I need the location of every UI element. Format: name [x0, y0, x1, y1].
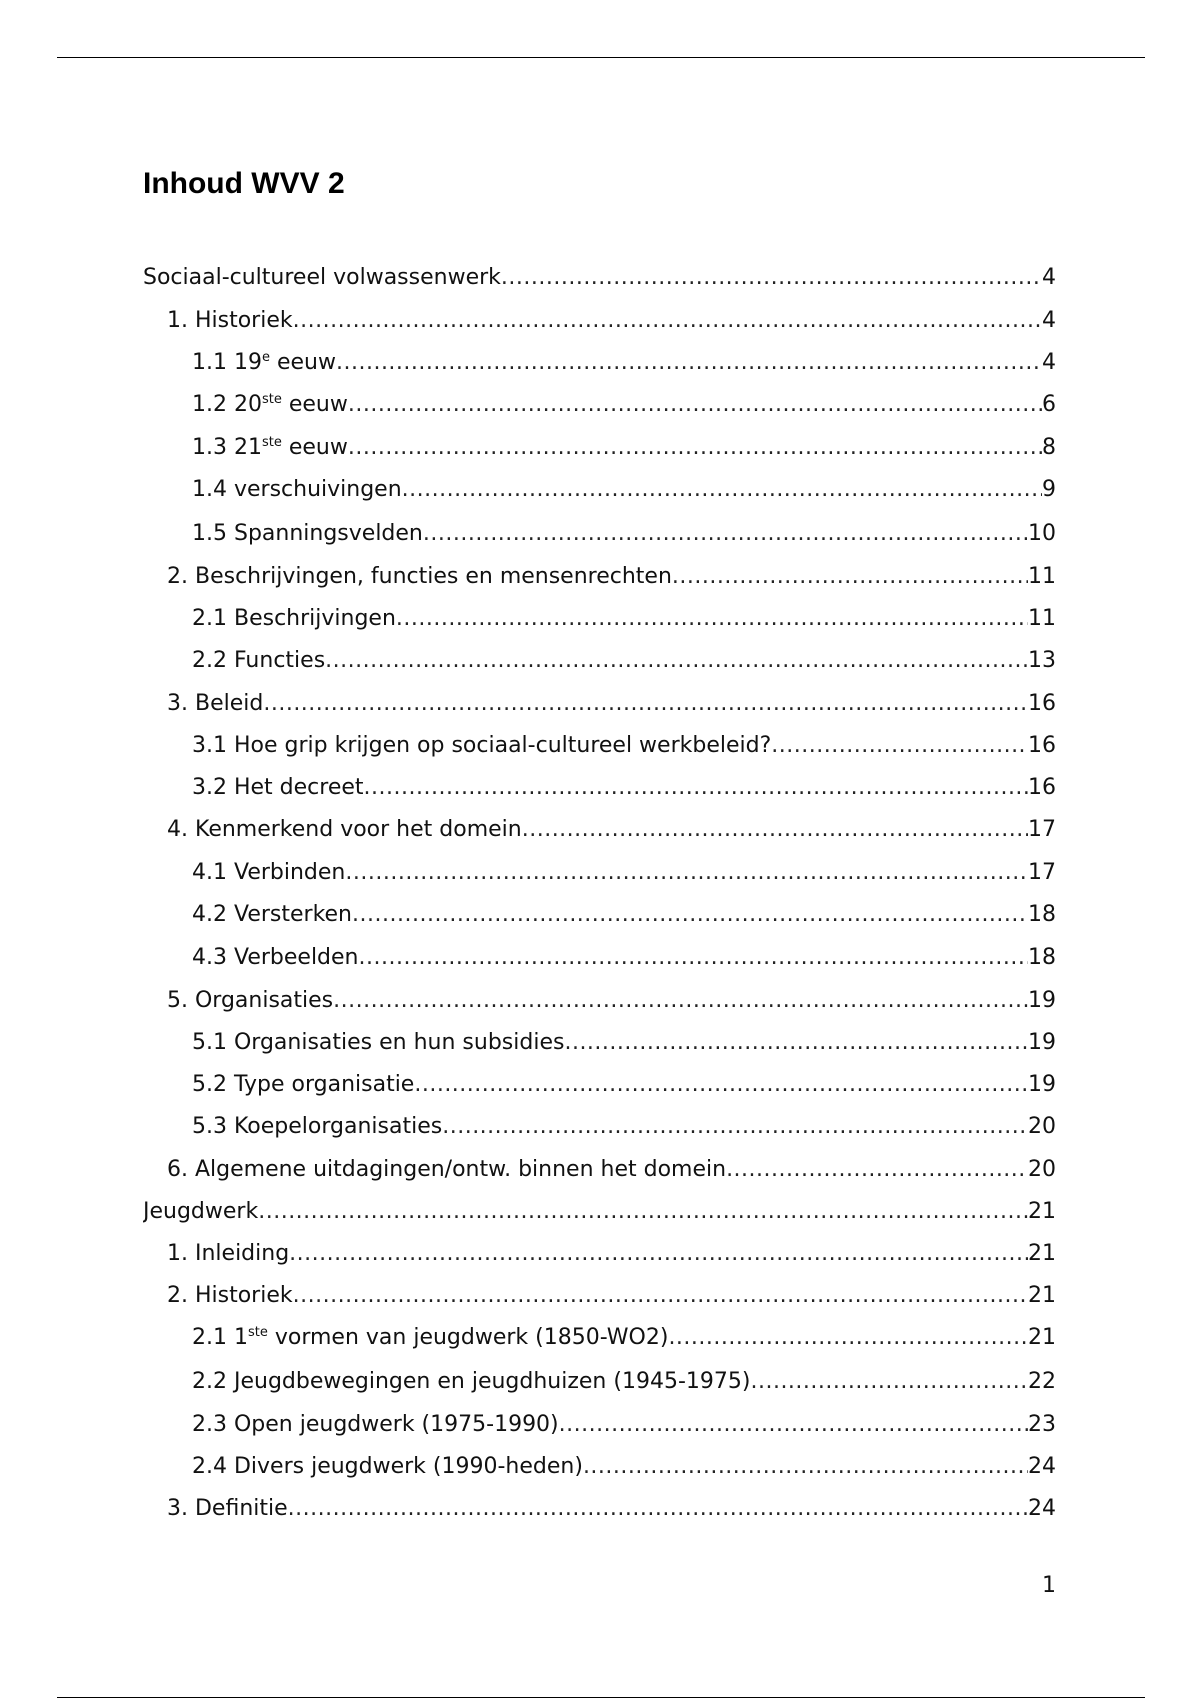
toc-entry-page: 16	[1028, 775, 1056, 800]
toc-entry-page: 20	[1028, 1114, 1056, 1139]
toc-dot-leader	[289, 1239, 1028, 1269]
toc-entry-superscript: ste	[261, 435, 282, 450]
toc-entry-page: 21	[1028, 1283, 1056, 1308]
toc-dot-leader	[668, 1323, 1028, 1353]
page-number: 1	[1042, 1573, 1056, 1598]
header-rule	[57, 57, 1145, 58]
toc-entry[interactable]	[167, 815, 1056, 845]
toc-entry-page: 4	[1042, 308, 1056, 333]
toc-entry-page: 19	[1028, 1030, 1056, 1055]
toc-entry[interactable]	[167, 689, 1056, 719]
toc-entry-label	[192, 1323, 668, 1353]
toc-entry-label-prefix: 2.1 1	[192, 1325, 248, 1350]
toc-entry[interactable]	[192, 348, 1056, 378]
toc-entry-page: 13	[1028, 648, 1056, 673]
toc-entry-label-suffix: eeuw	[281, 435, 348, 460]
toc-entry-label: 4.3 Verbeelden	[192, 945, 359, 970]
toc-entry-label	[192, 348, 336, 378]
toc-entry-page: 6	[1042, 392, 1056, 417]
toc-dot-leader	[442, 1112, 1028, 1142]
toc-dot-leader	[583, 1452, 1028, 1482]
toc-entry-page: 11	[1028, 564, 1056, 589]
toc-entry[interactable]	[143, 263, 1056, 293]
toc-entry-page: 20	[1028, 1157, 1056, 1182]
toc-entry-page: 19	[1028, 1072, 1056, 1097]
footer-rule	[57, 1697, 1145, 1698]
toc-entry-label: 2.1 Beschrijvingen	[192, 606, 396, 631]
toc-dot-leader	[726, 1155, 1028, 1185]
toc-entry-page: 23	[1028, 1412, 1056, 1437]
toc-entry-page: 19	[1028, 988, 1056, 1013]
toc-dot-leader	[564, 1028, 1028, 1058]
toc-dot-leader	[414, 1070, 1028, 1100]
toc-entry-label: 3. Definitie	[167, 1496, 288, 1521]
toc-entry[interactable]	[167, 1239, 1056, 1269]
toc-entry[interactable]	[167, 986, 1056, 1016]
toc-entry-label: 2.2 Functies	[192, 648, 326, 673]
toc-entry-page: 16	[1028, 733, 1056, 758]
toc-entry-page: 17	[1028, 817, 1056, 842]
toc-entry-page: 24	[1028, 1496, 1056, 1521]
toc-entry-superscript: e	[261, 350, 270, 365]
toc-entry[interactable]	[192, 1367, 1056, 1397]
toc-entry-page: 18	[1028, 945, 1056, 970]
toc-entry[interactable]	[192, 646, 1056, 676]
toc-entry[interactable]	[167, 1155, 1056, 1185]
document-title: Inhoud WVV 2	[143, 167, 345, 200]
toc-entry-label: 2. Historiek	[167, 1283, 293, 1308]
toc-dot-leader	[402, 475, 1042, 505]
toc-entry-label: 3.2 Het decreet	[192, 775, 364, 800]
toc-entry-page: 9	[1042, 477, 1056, 502]
toc-entry-label-prefix: 1.1 19	[192, 350, 262, 375]
toc-entry[interactable]	[192, 1028, 1056, 1058]
toc-entry-label: 3.1 Hoe grip krijgen op sociaal-cultureel werkbeleid?	[192, 733, 772, 758]
toc-entry-label: 5.2 Type organisatie	[192, 1072, 415, 1097]
toc-dot-leader	[672, 562, 1028, 592]
toc-dot-leader	[348, 433, 1042, 463]
toc-dot-leader	[348, 390, 1042, 420]
toc-entry-label: 1.4 verschuivingen	[192, 477, 402, 502]
toc-entry[interactable]	[192, 731, 1056, 761]
toc-entry-label: Jeugdwerk	[143, 1199, 259, 1224]
toc-dot-leader	[345, 858, 1028, 888]
toc-entry[interactable]	[192, 519, 1056, 549]
toc-entry-label	[192, 433, 348, 463]
toc-entry-label-prefix: 1.3 21	[192, 435, 262, 460]
toc-dot-leader	[396, 604, 1028, 634]
toc-entry[interactable]	[167, 562, 1056, 592]
toc-entry-page: 16	[1028, 691, 1056, 716]
toc-entry-page: 11	[1028, 606, 1056, 631]
toc-entry-label: 1.5 Spanningsvelden	[192, 521, 423, 546]
toc-dot-leader	[263, 689, 1028, 719]
toc-entry-page: 21	[1028, 1325, 1056, 1350]
toc-entry-label-suffix: eeuw	[281, 392, 348, 417]
toc-entry[interactable]	[192, 943, 1056, 973]
toc-dot-leader	[288, 1494, 1028, 1524]
toc-entry-label: 4.2 Versterken	[192, 902, 353, 927]
toc-entry-superscript: ste	[261, 392, 282, 407]
toc-entry-label: 6. Algemene uitdagingen/ontw. binnen het domein	[167, 1157, 727, 1182]
toc-dot-leader	[333, 986, 1028, 1016]
toc-entry[interactable]	[192, 900, 1056, 930]
toc-entry-superscript: ste	[247, 1325, 268, 1340]
toc-entry-label-suffix: eeuw	[269, 350, 336, 375]
toc-dot-leader	[559, 1410, 1028, 1440]
toc-entry-label: 5.1 Organisaties en hun subsidies	[192, 1030, 565, 1055]
toc-entry-page: 4	[1042, 265, 1056, 290]
toc-entry-label: Sociaal-cultureel volwassenwerk	[143, 265, 501, 290]
toc-entry-page: 4	[1042, 350, 1056, 375]
toc-entry[interactable]	[192, 604, 1056, 634]
toc-entry-label: 2. Beschrijvingen, functies en mensenrechten	[167, 564, 672, 589]
toc-entry-label: 2.3 Open jeugdwerk (1975-1990)	[192, 1412, 559, 1437]
toc-dot-leader	[359, 943, 1029, 973]
toc-dot-leader	[325, 646, 1028, 676]
toc-entry[interactable]	[192, 1323, 1056, 1353]
toc-entry-label: 3. Beleid	[167, 691, 264, 716]
toc-entry-page: 10	[1028, 521, 1056, 546]
toc-entry-label: 2.4 Divers jeugdwerk (1990-heden)	[192, 1454, 583, 1479]
toc-dot-leader	[352, 900, 1028, 930]
toc-entry[interactable]	[192, 433, 1056, 463]
toc-entry-label-suffix: vormen van jeugdwerk (1850-WO2)	[267, 1325, 669, 1350]
toc-dot-leader	[293, 306, 1042, 336]
toc-entry-label	[192, 390, 348, 420]
toc-entry-page: 18	[1028, 902, 1056, 927]
toc-dot-leader	[423, 519, 1028, 549]
toc-dot-leader	[293, 1281, 1028, 1311]
toc-entry-label: 4.1 Verbinden	[192, 860, 346, 885]
toc-entry[interactable]	[192, 475, 1056, 505]
toc-entry-label: 5. Organisaties	[167, 988, 334, 1013]
toc-dot-leader	[522, 815, 1028, 845]
toc-entry-label: 1. Historiek	[167, 308, 293, 333]
toc-entry-label: 5.3 Koepelorganisaties	[192, 1114, 443, 1139]
toc-entry-page: 24	[1028, 1454, 1056, 1479]
toc-entry-label-prefix: 1.2 20	[192, 392, 262, 417]
toc-dot-leader	[501, 263, 1042, 293]
toc-dot-leader	[750, 1367, 1028, 1397]
toc-entry[interactable]	[192, 1070, 1056, 1100]
toc-entry[interactable]	[167, 306, 1056, 336]
toc-entry[interactable]	[167, 1494, 1056, 1524]
toc-entry[interactable]	[192, 1452, 1056, 1482]
toc-entry[interactable]	[192, 390, 1056, 420]
toc-entry[interactable]	[192, 773, 1056, 803]
toc-entry-page: 22	[1028, 1369, 1056, 1394]
toc-entry[interactable]	[192, 1112, 1056, 1142]
toc-entry[interactable]	[192, 1410, 1056, 1440]
toc-entry[interactable]	[167, 1281, 1056, 1311]
toc-entry-label: 1. Inleiding	[167, 1241, 290, 1266]
toc-dot-leader	[364, 773, 1028, 803]
toc-entry-page: 21	[1028, 1199, 1056, 1224]
toc-entry-label: 2.2 Jeugdbewegingen en jeugdhuizen (1945-1975)	[192, 1369, 751, 1394]
toc-entry-label: 4. Kenmerkend voor het domein	[167, 817, 522, 842]
toc-entry[interactable]	[192, 858, 1056, 888]
toc-entry-page: 21	[1028, 1241, 1056, 1266]
toc-entry-page: 8	[1042, 435, 1056, 460]
toc-dot-leader	[336, 348, 1042, 378]
toc-entry[interactable]	[143, 1197, 1056, 1227]
toc-entry-page: 17	[1028, 860, 1056, 885]
toc-dot-leader	[258, 1197, 1028, 1227]
toc-dot-leader	[771, 731, 1028, 761]
